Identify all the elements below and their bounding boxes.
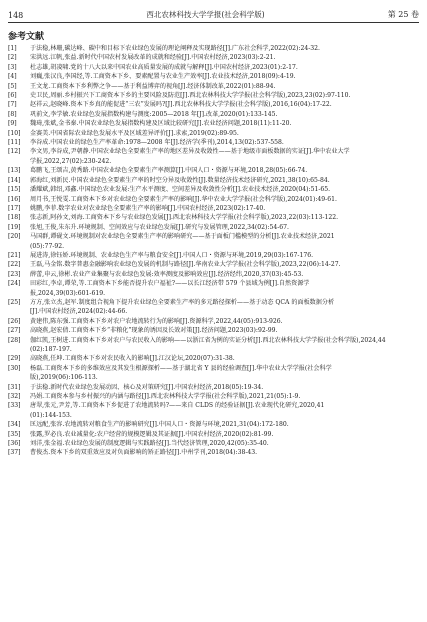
reference-text: 魏琦,张斌,金书秦.中国农业绿色发展指数构建及区域比较研究[J].农业经济问题,2018(11):11-20.	[30, 120, 292, 128]
reference-number: [14]	[8, 176, 21, 184]
reference-number: [9]	[8, 120, 17, 128]
reference-number	[8, 289, 30, 298]
reference-item	[8, 242, 419, 251]
reference-item	[8, 354, 419, 363]
reference-text: 张露,罗必良.农业减量化:农户经营的规模逻辑及其证据[J].中国农村经济,2020(02):81-99.	[30, 430, 274, 438]
reference-number: [7]	[8, 101, 17, 109]
reference-number: [11]	[8, 139, 21, 147]
reference-number: [2]	[8, 54, 17, 62]
reference-item	[8, 317, 419, 326]
reference-item	[8, 129, 419, 138]
reference-item	[8, 157, 419, 166]
reference-text: (01):144-153.	[30, 411, 72, 419]
reference-number: [17]	[8, 204, 21, 212]
reference-text: 高晓燕,赵宏倩.工商资本下乡“非粮化”现象的诱因及长效对策[J].经济问题,2023(03):92-99.	[30, 327, 278, 335]
reference-text: 郭海红,刘新民.中国农业绿色全要素生产率的时空分异及收敛性[J].数量经济技术经济研究,2021,38(10):65-84.	[30, 176, 330, 184]
reference-number: [28]	[8, 336, 21, 344]
reference-text: 周月书,王悦雯.工商资本下乡对农业绿色全要素生产率的影响[J].华中农业大学学报(社会科学版),2024(01):49-61.	[30, 195, 337, 203]
reference-number: [32]	[8, 393, 21, 401]
reference-text: 唐翠,张元,尹芳,等.工商资本下乡促进了农地流转吗?——来自 CLDS 的经验证据[J].农业现代化研究,2020,41	[30, 402, 325, 410]
reference-text: 李谷成.中国农业的绿色生产率革命:1978—2008 年[J].经济学(季刊),2014,13(02):537-558.	[30, 139, 284, 147]
reference-text: 巩前文,李学敏.农业绿色发展指数构建与测度:2005—2018 年[J].改革,2020(01):133-145.	[30, 110, 278, 118]
reference-text: (05):77-92.	[30, 242, 65, 250]
reference-item	[8, 44, 419, 53]
reference-number: [29]	[8, 355, 21, 363]
reference-number: [22]	[8, 261, 21, 269]
reference-item	[8, 383, 419, 392]
reference-text: 版),2019(06):106-113.	[30, 374, 98, 382]
reference-item	[8, 185, 419, 194]
reference-text: 薛蕾,申云,徐彬.农业产业集聚与农业绿色发展:效率测度及影响效应[J].经济经纬,2020,37(03):45-53.	[30, 270, 304, 278]
reference-text: 匡远配,张容.农地流转对粮食生产的影响研究[J].中国人口・资源与环境,2021,31(04):172-180.	[30, 421, 289, 429]
reference-number: [6]	[8, 92, 17, 100]
reference-text: 展进涛,徐钰娇.环境规制、农业绿色生产率与粮食安全[J].中国人口・资源与环境,2019,29(03):167-176.	[30, 251, 314, 259]
reference-item	[8, 223, 419, 232]
reference-number: [30]	[8, 364, 21, 372]
reference-item	[8, 345, 419, 354]
reference-item	[8, 110, 419, 119]
reference-number: [19]	[8, 223, 21, 231]
reference-item	[8, 298, 419, 307]
reference-item	[8, 204, 419, 213]
reference-item	[8, 138, 419, 147]
reference-text: 张旭,王俊,朱东升.环境规制、空间效应与农业绿色发展[J].研究与发展管理,2022,34(02):54-67.	[30, 223, 289, 231]
reference-text: 黄建伟,陈东强.工商资本下乡对农户农地流转行为的影响[J].资源科学,2022,44(05):913-926.	[30, 317, 283, 325]
reference-item	[8, 411, 419, 420]
reference-item	[8, 420, 419, 429]
reference-item	[8, 176, 419, 185]
reference-number: [24]	[8, 280, 21, 288]
reference-item	[8, 260, 419, 269]
reference-number: [1]	[8, 45, 17, 52]
page-header	[8, 6, 419, 20]
reference-item	[8, 364, 419, 373]
reference-text: 马国群,谭砚文.环境规制对农业绿色全要素生产率的影响研究——基于面板门槛模型的分析[J].农业技术经济,2021	[30, 233, 335, 241]
reference-number: [4]	[8, 73, 17, 81]
reference-number: [3]	[8, 63, 17, 71]
reference-number: [26]	[8, 317, 21, 325]
reference-item	[8, 82, 419, 91]
reference-item	[8, 392, 419, 401]
reference-item	[8, 53, 419, 62]
reference-text: 田彩红,李卓,谭荣,等.工商资本下乡能否提升农户福祉?——以长江经济带 579 个县域为例[J].自然资源学	[30, 280, 310, 288]
reference-number: [20]	[8, 233, 21, 241]
reference-number: [16]	[8, 195, 21, 203]
reference-text: 王磊,马金铭.数字普惠金融影响农业绿色发展的机制与路径[J].华南农业大学学报(社会科学版),2023,22(06):14-27.	[30, 261, 341, 269]
reference-item	[8, 270, 419, 279]
reference-number	[8, 157, 30, 166]
reference-item	[8, 430, 419, 439]
reference-item	[8, 401, 419, 410]
references-heading: 参考文献	[8, 32, 45, 42]
reference-text: 王文龙.工商资本下乡利弊之争——基于利益博弈的视角[J].经济体制改革,2022(01):88-94.	[30, 82, 276, 90]
journal-title: 西北农林科技大学学报(社会科学版)	[146, 10, 265, 19]
reference-text: 学报,2022,27(02):230-242.	[30, 157, 112, 165]
reference-number	[8, 242, 30, 251]
page-number: 148	[8, 11, 24, 20]
reference-item	[8, 439, 419, 448]
reference-item	[8, 232, 419, 241]
reference-number: [36]	[8, 440, 21, 448]
reference-number: [31]	[8, 383, 21, 391]
reference-text: 金赛美.中国省际农业绿色发展水平及区域差异评价[J].求索,2019(02):89-95.	[30, 129, 239, 137]
header-rule	[8, 22, 419, 23]
reference-item	[8, 147, 419, 156]
reference-item	[8, 63, 419, 72]
reference-item	[8, 279, 419, 288]
reference-number: [34]	[8, 421, 21, 429]
reference-text: 潘耀斌,韩绍,邓鑫.中国绿色农业发展:生产水平测度、空间差异及收敛性分析[J].农业技术经济,2020(04):51-65.	[30, 186, 331, 194]
reference-item	[8, 213, 419, 222]
reference-number	[8, 307, 30, 316]
reference-number: [12]	[8, 148, 21, 156]
reference-text: 于法稳,林珊,碳达峰、碳中和目标下农业绿色发展的理论阐释及实现路径[J].广东社会科学,2022(02):24-32.	[30, 45, 320, 52]
reference-text: 报,2024,39(03):601-619.	[30, 289, 106, 297]
reference-number: [33]	[8, 402, 21, 410]
reference-text: (02):187-197.	[30, 346, 72, 353]
volume-label: 第 25 卷	[387, 10, 419, 19]
reference-text: 杜志雄,胡凌啸.党的十八大以来中国农业高质量发展的成就与解释[J].中国农村经济,2023(01):2-17.	[30, 63, 298, 71]
reference-text: 李文男,李谷成,尹朝静.中国农业绿色全要素生产率的地区差异及收敛性——基于地级市面板数据的实证[J].华中农业大学	[30, 148, 350, 156]
reference-text: [J].中国农村经济,2024(02):44-66.	[30, 308, 128, 316]
reference-item	[8, 326, 419, 335]
reference-number: [18]	[8, 214, 21, 222]
reference-number	[8, 411, 30, 420]
reference-number: [27]	[8, 327, 21, 335]
reference-number: [35]	[8, 430, 21, 438]
reference-number: [23]	[8, 270, 21, 278]
reference-text: 张志新,阿孙文,刘海.工商资本下乡与农业绿色发展[J].西北农林科技大学学报(社会科学版),2023,22(03):113-122.	[30, 214, 339, 222]
reference-item	[8, 373, 419, 382]
reference-item	[8, 119, 419, 128]
reference-text: 姚鹏,李菲.数字农业对农业绿色全要素生产率的影响[J].中国农村经济,2023(02):17-40.	[30, 204, 266, 212]
reference-text: 于法稳.新时代农业绿色发展动因、核心及对策研究[J].中国农村经济,2018(05):19-34.	[30, 383, 264, 391]
reference-item	[8, 195, 419, 204]
reference-number	[8, 373, 30, 382]
reference-text: 赵祥云,赵晓峰.资本下乡真的能促进“三农”发展吗?[J].西北农林科技大学学报(社会科学版),2016,16(04):17-22.	[30, 101, 332, 109]
reference-text: 冯娟.工商资本参与乡村振兴的内涵与路径[J].西北农林科技大学学报(社会科学版),2021,21(05):1-9.	[30, 393, 301, 401]
reference-number: [15]	[8, 186, 21, 194]
reference-text: 曹俊杰.资本下乡的双重效应及对负面影响的矫正路径[J].中州学刊,2018(04):38-43.	[30, 449, 258, 457]
reference-item	[8, 289, 419, 298]
reference-item	[8, 100, 419, 109]
reference-item	[8, 336, 419, 345]
reference-number: [25]	[8, 298, 21, 306]
reference-item	[8, 448, 419, 457]
reference-text: 史卫民,周丽.乡村振兴下工商资本下乡的主要风险及防范[J].西北农林科技大学学报(社会科学版),2023,23(02):97-110.	[30, 92, 351, 100]
reference-number: [13]	[8, 167, 21, 175]
reference-number: [10]	[8, 129, 21, 137]
reference-list	[8, 44, 419, 458]
reference-number: [5]	[8, 82, 17, 90]
reference-item	[8, 72, 419, 81]
reference-item	[8, 307, 419, 316]
reference-item	[8, 166, 419, 175]
reference-item	[8, 251, 419, 260]
reference-number: [8]	[8, 110, 17, 118]
reference-text: 葛鹏飞,王颂吉,黄秀路.中国农业绿色全要素生产率测算[J].中国人口・资源与环境,2018,28(05):66-74.	[30, 167, 308, 175]
reference-item	[8, 91, 419, 100]
reference-text: 伽红凯,王树进.工商资本下乡对农户与农民收入的影响——以浙江省为例的实证分析[J].西北农林科技大学学报(社会科学版),2024,44	[30, 336, 386, 344]
reference-text: 方方,张立杰,赵军.制度组合视角下提升农业绿色全要素生产率的多元路径探析——基于动态 QCA 的面板数据分析	[30, 298, 335, 306]
reference-text: 杨磊.工商资本下乡的多维效应及其发生根源探析——基于湖北省 Y 县的经验调查[J].华中农业大学学报(社会科学	[30, 364, 332, 372]
reference-text: 刘洋,张金福.农业绿色发展的制度逻辑与实践路径[J].当代经济管理,2020,42(05):35-40.	[30, 440, 269, 448]
reference-text: 高晓燕,任坤.工商资本下乡对农民收入的影响[J].江汉论坛,2020(07):31-38.	[30, 355, 235, 363]
reference-text: 刘巍,张汉良,李国经,等.工商资本下乡、要素配置与农业生产效率[J].农业技术经济,2018(09):4-19.	[30, 73, 296, 81]
reference-text: 宋洪远.江帆,张益.新时代中国农村发展改革的成就和经验[J].中国农村经济,2023(03):2-21.	[30, 54, 276, 62]
reference-number: [21]	[8, 251, 21, 259]
reference-number	[8, 345, 30, 354]
reference-number: [37]	[8, 449, 21, 457]
